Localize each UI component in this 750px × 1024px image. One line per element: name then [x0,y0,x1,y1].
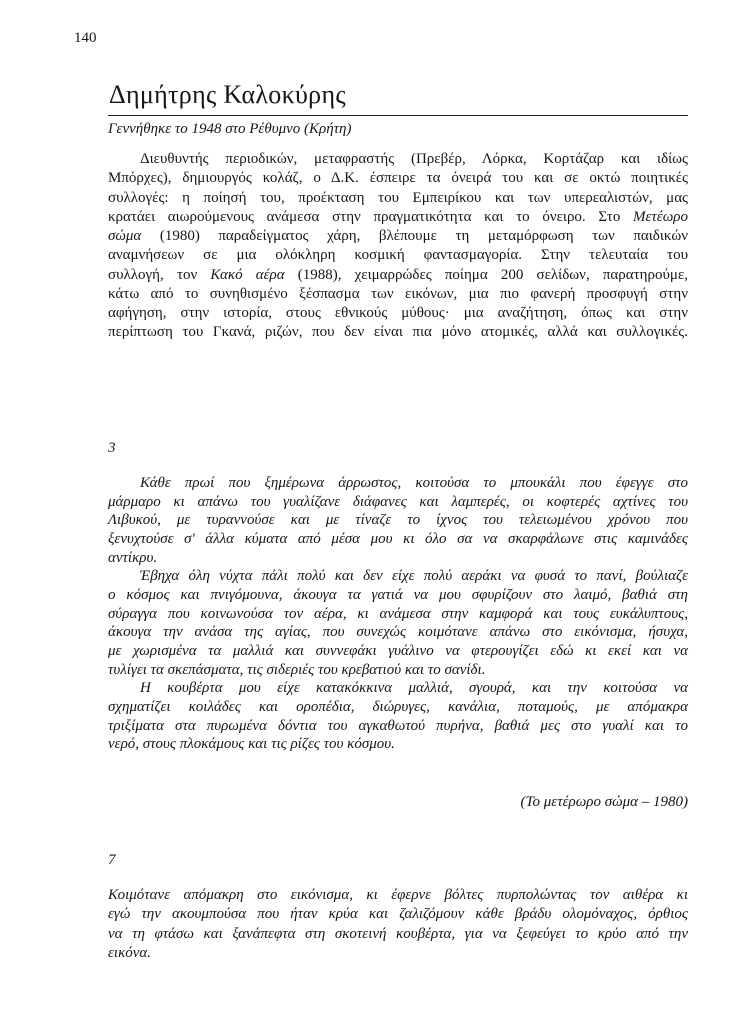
bio-text: περίπτωση του Γκανά, ριζών, που δεν είναι πια μόνο ατομικές, αλλά και συλλογικές. [108,324,688,341]
poem-line: Κοιμότανε απόμακρη στο εικόνισμα, κι έφερνε βόλτες πυρπολώντας τον αιθέρα κι [108,887,688,903]
bio-text: Διευθυντής περιοδικών, μεταφραστής (Πρεβέρ, Λόρκα, Κορτάζαρ και ιδίως [140,151,688,167]
poem-line: μάρμαρο κι απάνω του γυαλίζανε διάφανες και λαμπερές, οι κοφτερές αχτίνες του [108,493,688,510]
bio-line [108,208,688,227]
bio-text: αναμνήσεων σε μια ολόκληρη κοσμική φαντασμαγορία. Στην τελευταία του [108,247,688,264]
poem-line: Έβηχα όλη νύχτα πάλι πολύ και δεν είχε πολύ αεράκι να φυσά το πανί, βούλιαζε [140,568,688,585]
poem [108,474,688,754]
bio-text: Μπόρχες), δημιουργός κολάζ, ο Δ.Κ. έσπειρε τα όνειρά του και σε οκτώ ποιητικές [108,170,688,187]
poem-line: Η κουβέρτα μου είχε κατακόκκινα μαλλιά, σγουρά, και την κοιτούσα να [140,680,688,697]
poem-line: τυλίγει τα σκεπάσματα, τις σιδεριές του κρεβατιού και το σανίδι. [108,661,486,678]
poem-line: σχηματίζει κοιλάδες και οροπέδια, διώρυγες, κανάλια, ποταμούς, με απόμακρα [108,698,688,715]
work-title: Κακό αέρα [210,266,285,283]
poem-line: να τη φτάσω και ξανάπεφτα στη σκοτεινή κουβέρτα, για να ξεφεύγει το κρύο από την [108,925,688,942]
bio-line [108,227,688,246]
bio-line [108,304,688,323]
poem-line: αντίκρυ. [108,549,158,566]
poem-line: εικόνα. [108,944,152,961]
author-name: Δημήτρης Καλοκύρης [109,80,346,109]
bio-line [108,246,688,265]
bio-line [108,285,688,304]
bio-line [108,266,688,285]
poem-line: νερό, στους πλοκάμους και τις ρίζες του κόσμου. [108,736,395,753]
bio-text: συλλογές: η ποίησή του, προέκταση του Εμπειρίκου και των υπερεαλιστών, μας [108,189,688,206]
bio-line [108,189,688,208]
poem-line: εγώ την ακουμπούσα που ήταν κρύα και ζαλιζόμουν κάθε βράδυ ολομόναχος, όρθιος [108,906,688,923]
poem-line: ο κόσμος και πνιγόμουνα, άκουγα τα γατιά να μου σφυρίζουν στο λαιμό, βαθιά στη [108,586,688,603]
bio-text: κάτω από το συνηθισμένο ξέσπασμα των εικόνων, μια πιο φανερή προσφυγή στην [108,285,688,302]
bio-text: συλλογή, τον [108,266,211,283]
author-bio [108,150,688,343]
bio-text: (1988), χειμαρρώδες ποίημα 200 σελίδων, παρατηρούμε, [284,266,688,283]
work-title: Μετέωρο [633,208,688,225]
bio-line [108,169,688,188]
poem-number: 3 [108,440,116,456]
poem-line: σύραγγα που κοινωνούσα τον αέρα, κι ανάμεσα στην καμφορά και τους ευκάλυπτους, [108,605,688,622]
poem [108,886,688,963]
poem-line: ξενυχτούσε σ' άλλα κύματα από μέσα μου κι όλο σα να σκαρφάλωνε στις καμινάδες [108,530,688,547]
bio-text: (1980) παραδείγματος χάρη, βλέπουμε τη μεταμόρφωση των παιδικών [141,228,688,244]
bio-text: αφήγηση, στην ιστορία, στους εθνικούς μύθους· μια αναζήτηση, όπως και στην [108,305,688,321]
poem-source: (Το μετέρωρο σώμα – 1980) [520,794,688,810]
bio-line [108,150,688,169]
poem-number: 7 [108,852,116,868]
poem-line: άκουγα την ανάσα της αγίας, που συνεχώς κοιμότανε απάνω στο εικόνισμα, ήσυχα, [108,624,688,641]
author-birth-line: Γεννήθηκε το 1948 στο Ρέθυμνο (Κρήτη) [108,121,352,137]
bio-text: κρατάει αιωρούμενους ανάμεσα στην πραγματικότητα και το όνειρο. Στο [108,208,634,225]
poem-line: τριξίματα στα πυρωμένα δόντια του αγκαθωτού πυρήνα, βαθιά μες στο γυαλί και το [108,717,688,734]
work-title: σώμα [108,228,142,244]
title-rule [108,115,688,116]
page-number: 140 [74,30,97,46]
poem-line: Λιβυκού, με τυραννούσε και με τίναζε το ίχνος του τελειωμένου χρόνου που [108,512,688,529]
poem-line: Κάθε πρωί που ξημέρωνα άρρωστος, κοιτούσα το μπουκάλι που έφεγγε στο [140,475,688,491]
poem-line: με χωρισμένα τα μαλλιά και συννεφάκι γυάλινο να φτερουγίζει εδώ κι εκεί και να [108,642,688,659]
bio-line [108,323,688,342]
